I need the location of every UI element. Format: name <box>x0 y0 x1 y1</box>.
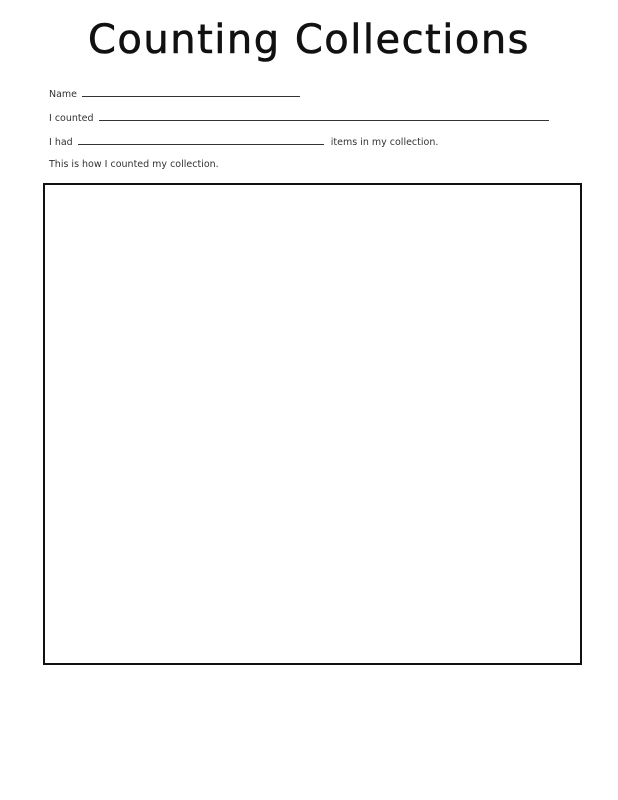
how-line <box>49 159 219 171</box>
counted-line <box>49 111 549 125</box>
had-suffix: items in my collection. <box>330 137 439 148</box>
how-label: This is how I counted my collection. <box>49 159 219 170</box>
counted-label: I counted <box>49 113 94 124</box>
had-blank[interactable] <box>78 135 324 145</box>
name-line <box>49 87 300 101</box>
worksheet-title: Counting Collections <box>87 17 531 63</box>
name-label: Name <box>49 89 78 100</box>
counted-blank[interactable] <box>99 111 549 121</box>
drawing-box[interactable] <box>43 183 582 665</box>
had-label: I had <box>49 137 73 148</box>
name-blank[interactable] <box>82 87 300 97</box>
had-line <box>49 135 438 149</box>
